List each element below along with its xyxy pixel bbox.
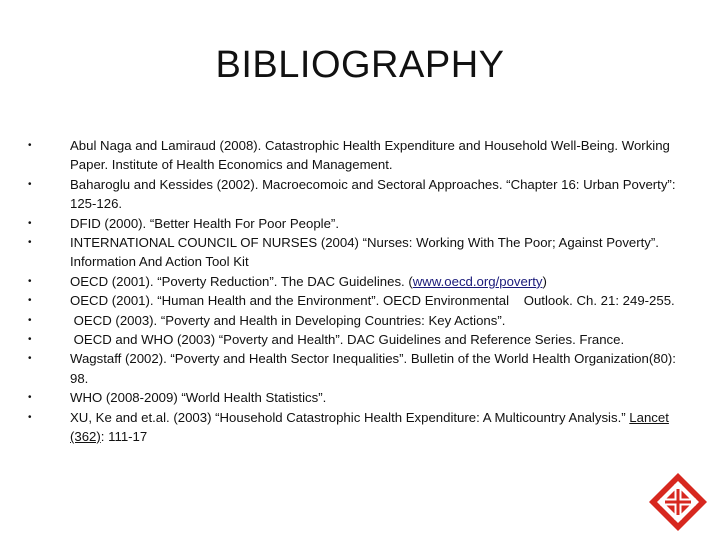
bullet: • bbox=[28, 411, 32, 423]
list-item bbox=[28, 214, 678, 233]
bullet: • bbox=[28, 237, 32, 249]
reference-text: Baharoglu and Kessides (2002). Macroecomoic and Sectoral Approaches. “Chapter 16: Urban Poverty”: 125-126. bbox=[70, 176, 676, 212]
reference-text: XU, Ke and et.al. (2003) “Household Catastrophic Health Expenditure: A Multicountry Analysis.” bbox=[70, 409, 630, 425]
list-item bbox=[28, 349, 678, 388]
page-title: BIBLIOGRAPHY bbox=[215, 44, 505, 86]
bullet: • bbox=[28, 314, 32, 326]
reference-text: OECD and WHO (2003) “Poverty and Health”. DAC Guidelines and Reference Series. France. bbox=[70, 332, 625, 348]
reference-text: OECD (2001). “Human Health and the Environment”. OECD Environmental Outlook. Ch. 21: 249-255. bbox=[70, 293, 675, 309]
list-item bbox=[28, 233, 678, 272]
reference-text: INTERNATIONAL COUNCIL OF NURSES (2004) “Nurses: Working With The Poor; Against Poverty”. Information And Action Tool Kit bbox=[70, 235, 659, 270]
oecd-poverty-link[interactable]: www.oecd.org/poverty bbox=[412, 273, 543, 289]
list-item bbox=[28, 291, 678, 310]
lancet-citation: Lancet (362) bbox=[70, 409, 669, 445]
bibliography-list bbox=[28, 136, 678, 447]
reference-text: DFID (2000). “Better Health For Poor People”. bbox=[70, 215, 339, 231]
bullet: • bbox=[28, 334, 32, 346]
bullet: • bbox=[28, 275, 32, 287]
reference-text-end: : 111-17 bbox=[100, 429, 148, 445]
bullet: • bbox=[28, 392, 32, 404]
reference-text-end: ) bbox=[542, 273, 547, 289]
bullet: • bbox=[28, 295, 32, 307]
list-item bbox=[28, 272, 678, 291]
list-item bbox=[28, 136, 678, 175]
bullet: • bbox=[28, 353, 32, 365]
reference-text: Abul Naga and Lamiraud (2008). Catastrophic Health Expenditure and Household Well-Being. Working Paper. Institute of Health Economics and Management. bbox=[70, 138, 670, 173]
reference-text: Wagstaff (2002). “Poverty and Health Sector Inequalities”. Bulletin of the World Health Organization(80): 98. bbox=[70, 351, 676, 386]
reference-text: WHO (2008-2009) “World Health Statistics”. bbox=[70, 390, 327, 406]
reference-text: OECD (2003). “Poverty and Health in Developing Countries: Key Actions”. bbox=[70, 312, 506, 328]
list-item bbox=[28, 408, 678, 447]
bullet: • bbox=[28, 140, 32, 151]
bullet: • bbox=[28, 178, 32, 190]
list-item bbox=[28, 388, 678, 407]
list-item bbox=[28, 330, 678, 349]
bullet: • bbox=[28, 217, 32, 229]
list-item bbox=[28, 311, 678, 330]
red-cross-diamond-logo-icon bbox=[648, 472, 708, 532]
list-item bbox=[28, 175, 678, 214]
reference-text: OECD (2001). “Poverty Reduction”. The DAC Guidelines. ( bbox=[70, 273, 413, 289]
